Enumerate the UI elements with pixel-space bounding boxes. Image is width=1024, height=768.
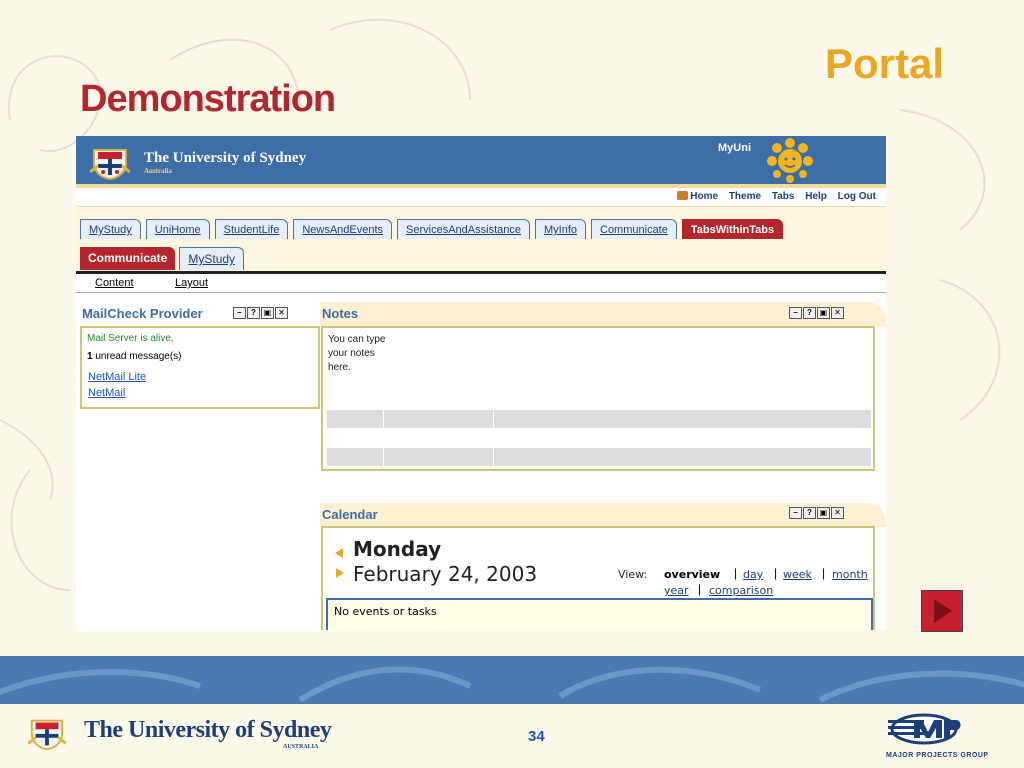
view-separator: | xyxy=(822,566,826,580)
view-comparison[interactable]: comparison xyxy=(709,584,774,597)
tab-mystudy[interactable]: MyStudy xyxy=(80,219,141,239)
tab-myinfo[interactable]: MyInfo xyxy=(535,219,586,239)
detach-icon[interactable]: ▣ xyxy=(817,307,830,319)
calendar-date: February 24, 2003 xyxy=(353,562,538,586)
main-tabs xyxy=(80,219,783,239)
notes-controls xyxy=(789,307,844,319)
subtab-mystudy[interactable]: MyStudy xyxy=(179,247,244,270)
footer-university-sub: AUSTRALIA xyxy=(283,744,319,750)
view-separator: | xyxy=(698,582,702,596)
band-swirl-decoration xyxy=(0,656,1024,704)
mailcheck-box xyxy=(80,326,320,409)
toolbar-tabs-link[interactable]: Tabs xyxy=(771,191,795,202)
view-month[interactable]: month xyxy=(832,568,868,581)
calendar-box xyxy=(321,526,875,630)
help-icon[interactable]: ? xyxy=(803,307,816,319)
previous-day-icon[interactable] xyxy=(335,548,343,558)
portal-university-name: The University of Sydney xyxy=(144,150,307,166)
minimize-icon[interactable]: – xyxy=(233,307,246,319)
notes-grid-row xyxy=(327,410,871,428)
tab-tabswithintabs[interactable]: TabsWithinTabs xyxy=(682,219,783,239)
calendar-day: Monday xyxy=(353,537,442,561)
mail-unread-count: 1 unread message(s) xyxy=(87,351,182,362)
help-icon[interactable]: ? xyxy=(247,307,260,319)
slide-title: Demonstration xyxy=(80,78,336,120)
footer-university-name: The University of Sydney xyxy=(84,717,332,743)
university-crest-icon xyxy=(90,142,130,180)
close-icon[interactable]: ✕ xyxy=(275,307,288,319)
notes-grid-row xyxy=(327,448,871,466)
sub-tabs xyxy=(80,247,244,270)
next-day-icon[interactable] xyxy=(336,568,344,578)
tab-studentlife[interactable]: StudentLife xyxy=(215,219,289,239)
next-slide-button[interactable] xyxy=(921,590,963,632)
view-separator: | xyxy=(734,566,738,580)
mailcheck-title: MailCheck Provider xyxy=(82,306,203,321)
netmail-link[interactable]: NetMail xyxy=(88,387,126,399)
subtab-communicate[interactable]: Communicate xyxy=(80,247,175,270)
myuni-label: MyUni xyxy=(718,142,751,154)
toolbar-help-link[interactable]: Help xyxy=(805,191,827,202)
toolbar-theme-link[interactable]: Theme xyxy=(728,191,762,202)
calendar-controls xyxy=(789,507,844,519)
portal-university-sub: Australia xyxy=(144,167,172,175)
close-icon[interactable]: ✕ xyxy=(831,307,844,319)
minimize-icon[interactable]: – xyxy=(789,507,802,519)
myuni-sun-icon xyxy=(760,137,820,183)
view-day[interactable]: day xyxy=(743,568,764,581)
portal-header xyxy=(76,136,886,184)
subnav xyxy=(76,274,886,293)
notes-textarea[interactable]: You can type your notes here. xyxy=(328,334,386,373)
mailcheck-controls xyxy=(233,307,288,319)
events-box xyxy=(326,598,873,630)
content-link[interactable]: Content xyxy=(95,277,134,289)
netmail-lite-link[interactable]: NetMail Lite xyxy=(88,371,147,383)
tab-newsandevents[interactable]: NewsAndEvents xyxy=(293,219,392,239)
page-number: 34 xyxy=(528,728,545,745)
portal-toolbar xyxy=(76,188,886,207)
tab-unihome[interactable]: UniHome xyxy=(146,219,210,239)
play-arrow-icon xyxy=(934,599,952,623)
partner-name: MAJOR PROJECTS GROUP xyxy=(886,752,989,759)
slide-footer xyxy=(0,704,1024,768)
help-icon[interactable]: ? xyxy=(803,507,816,519)
mail-status: Mail Server is alive, xyxy=(87,333,174,344)
tab-communicate[interactable]: Communicate xyxy=(591,219,677,239)
detach-icon[interactable]: ▣ xyxy=(261,307,274,319)
detach-icon[interactable]: ▣ xyxy=(817,507,830,519)
view-label: View: xyxy=(618,568,648,581)
tabs-area xyxy=(76,207,886,271)
portal-screenshot xyxy=(76,136,886,630)
toolbar-links xyxy=(669,191,876,202)
footer-crest-icon xyxy=(28,714,66,752)
footer-band xyxy=(0,656,1024,704)
events-empty-text: No events or tasks xyxy=(334,605,437,618)
minimize-icon[interactable]: – xyxy=(789,307,802,319)
view-separator: | xyxy=(774,566,778,580)
home-icon xyxy=(677,191,688,200)
view-year[interactable]: year xyxy=(664,584,689,597)
slide-section-label: Portal xyxy=(824,40,944,87)
notes-box xyxy=(321,326,875,471)
toolbar-home-link[interactable]: Home xyxy=(677,191,718,202)
view-overview[interactable]: overview xyxy=(664,568,721,581)
layout-link[interactable]: Layout xyxy=(175,277,209,289)
toolbar-logout-link[interactable]: Log Out xyxy=(837,191,876,202)
view-week[interactable]: week xyxy=(783,568,812,581)
tab-servicesandassistance[interactable]: ServicesAndAssistance xyxy=(397,219,530,239)
close-icon[interactable]: ✕ xyxy=(831,507,844,519)
notes-title: Notes xyxy=(322,306,359,321)
calendar-title: Calendar xyxy=(322,507,378,522)
